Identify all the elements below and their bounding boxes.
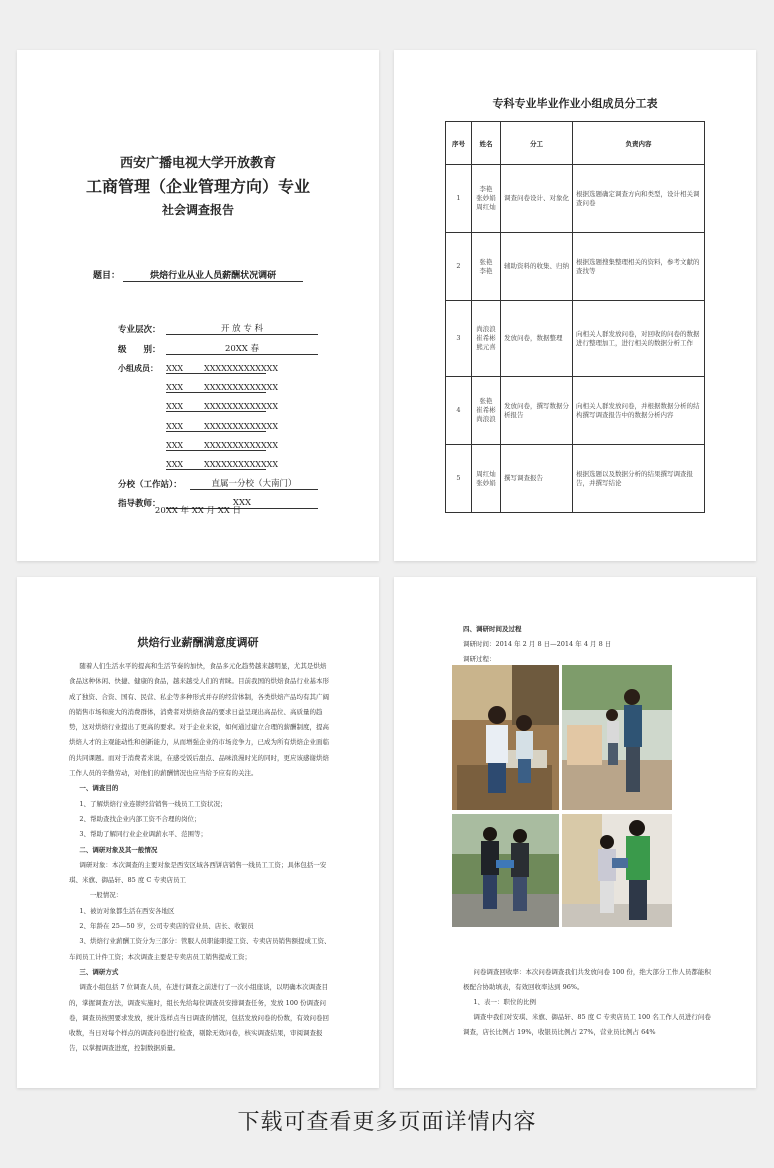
member-name: XXX <box>166 422 204 432</box>
member-row <box>118 451 318 470</box>
survey-photo <box>562 814 672 927</box>
survey-title: 烘焙行业薪酬满意度调研 <box>137 636 259 649</box>
col-header-task: 分工 <box>501 122 573 165</box>
table-row <box>446 377 705 445</box>
member-name: XXX <box>166 402 204 412</box>
section-heading: 四、调研时间及过程 <box>463 625 522 633</box>
row-content: 向相关人群发放问卷，并根据数据分析的结构撰写调查报告中的数据分析内容 <box>573 377 705 445</box>
branch-label: 分校（工作站）： <box>118 479 182 490</box>
teacher-value: XXX <box>166 498 318 509</box>
grade-label: 级 别： <box>118 344 161 355</box>
col-header-no: 序号 <box>446 122 472 165</box>
member-id: XXXXXXXXXXXXX <box>204 363 279 373</box>
members-label: 小组成员： <box>118 362 158 373</box>
col-header-name: 姓名 <box>472 122 501 165</box>
member-row <box>118 412 318 431</box>
row-task: 发放问卷，数据整理 <box>501 301 573 377</box>
table1-description: 调查中我们对安琪、米旗、御品轩、85 度 C 专卖店员工 100 名工作人员进行问卷调查，店长比例占 19%，收银员比例占 27%，营业员比例占 64% <box>463 1013 711 1036</box>
grade-row <box>118 335 318 354</box>
general-label: 一般情况： <box>89 891 123 900</box>
row-names: 张艳 李艳 <box>472 233 501 301</box>
table-row <box>446 301 705 377</box>
process-label: 调研过程： <box>463 655 496 663</box>
table-header-row <box>446 122 705 165</box>
division-title: 专科专业毕业作业小组成员分工表 <box>492 97 658 110</box>
row-no: 4 <box>446 377 472 445</box>
level-row <box>118 316 318 335</box>
table1-heading: 1、表一：职位的比例 <box>473 998 537 1006</box>
member-id: XXXXXXXXXXXXX <box>204 441 279 451</box>
table-row <box>446 165 705 233</box>
member-name: XXX <box>166 441 204 451</box>
list-item: 2、帮助查找企业内部工资不合理的岗位； <box>79 814 201 823</box>
section-heading: 一、调查目的 <box>79 784 119 793</box>
topic-label: 题目： <box>93 271 121 281</box>
cover-page <box>17 50 379 561</box>
member-id: XXXXXXXXXXXXX <box>204 421 279 431</box>
row-task: 撰写调查报告 <box>501 445 573 513</box>
survey-photo <box>452 814 559 927</box>
method-paragraph: 调查小组包括 7 位调查人员，在进行调查之前进行了一次小组座谈，以明确本次调查目的，掌握调查方法，调查实施时，组长先给每位调查员安排调查任务，发放 100 份调查问卷，调查员按照要求发放，统计选样点当日调查的情况，包括发放问卷的份数，有效问卷回收数，当日对每个样点的调查问卷进行检查，剔除无效问卷，核实调查结果，审阅调查报告，以掌握调查进度，控制数据质量。 <box>69 983 329 1053</box>
grade-value: 20XX 春 <box>166 342 318 355</box>
recovery-paragraph: 问卷调查回收率：本次问卷调查我们共发放问卷 100 份，绝大部分工作人员都能积极配合协助填表，有效回收率达到 96%。 <box>463 968 711 991</box>
member-row <box>118 393 318 412</box>
member-row <box>118 374 318 393</box>
cover-major: 工商管理（企业管理方向）专业 <box>85 177 310 196</box>
cover-date: 20XX 年 XX 月 XX 日 <box>154 506 242 516</box>
row-no: 2 <box>446 233 472 301</box>
row-task: 发放问卷，撰写数据分析报告 <box>501 377 573 445</box>
row-content: 根据选题以及数据分析的结果撰写调查报告，并撰写结论 <box>573 445 705 513</box>
row-no: 3 <box>446 301 472 377</box>
list-item: 1、被访对象都生活在西安各地区 <box>79 906 175 915</box>
col-header-content: 负责内容 <box>573 122 705 165</box>
download-prompt[interactable]: 下载可查看更多页面详情内容 <box>237 1110 537 1135</box>
member-name: XXX <box>166 460 204 470</box>
objects-paragraph: 调研对象：本次调查的主要对象是西安区域各西饼店销售一线员工工资；具体包括一安琪、米旗、御品轩、85 度 C 专卖店员工 <box>69 860 327 885</box>
row-task: 辅助资料的收集、归纳 <box>501 233 573 301</box>
member-name: XXX <box>166 364 204 374</box>
table-row <box>446 445 705 513</box>
row-content: 向相关人群发放问卷，对回收的问卷的数据进行整理加工，进行相关的数据分析工作 <box>573 301 705 377</box>
row-content: 根据选题搜集整理相关的资料，参考文献的查找等 <box>573 233 705 301</box>
branch-value: 直属一分校（大南门） <box>190 477 318 490</box>
row-names: 张艳 崔希彬 尚浪浪 <box>472 377 501 445</box>
list-item: 1、了解烘焙行业连锁经营销售一线员工工资状况； <box>79 799 227 808</box>
section-heading: 三、调研方式 <box>79 967 119 976</box>
photo-grid <box>452 665 672 927</box>
process-header <box>463 622 713 667</box>
teacher-label: 指导教师： <box>118 498 161 509</box>
member-id: XXXXXXXXXXXXX <box>204 383 279 393</box>
survey-photo <box>452 665 559 810</box>
process-footer <box>463 965 713 1040</box>
member-name: XXX <box>166 383 204 393</box>
level-value: 开 放 专 科 <box>166 322 318 335</box>
intro-paragraph: 随着人们生活水平的提高和生活节奏的加快，食品多元化趋势越来越明显，尤其是烘焙食品这种休闲、快捷、健康的食品，越来越受人们的青睐。目前我国的烘焙食品行业基本形成了独资、合资、国有、民营、私企等多种形式并存的经营体制，各类烘焙产品均有其广阔的销售市场和庞大的消费群体，消费者对烘焙食品的要求日益呈现出高品位、高质量的趋势，这对烘焙行业提出了更高的要求。对于企业来说，如何通过建立合理的薪酬制度，提高烘焙人才的主观能动性和创新能力，从而增强企业的市场竞争力，已成为所有烘焙企业面临的共同课题。而对于消费者来说，在感受饭后甜点、品味浪漫时光的同时，更应该感谢烘焙工作人员的辛勤劳动，对他们的薪酬情况也应当给予应有的关注。 <box>69 662 329 778</box>
member-row <box>118 355 318 374</box>
division-page <box>394 50 756 561</box>
survey-photo <box>562 665 672 810</box>
member-row <box>118 432 318 451</box>
survey-page <box>17 577 379 1088</box>
branch-row <box>118 470 318 489</box>
survey-body <box>69 659 331 1057</box>
table-row <box>446 233 705 301</box>
cover-report-type: 社会调查报告 <box>161 203 234 217</box>
row-task: 调查问卷设计、对象化 <box>501 165 573 233</box>
member-id: XXXXXXXXXXXXX <box>204 402 279 412</box>
topic-value: 烘焙行业从业人员薪酬状况调研 <box>123 268 303 282</box>
row-names: 李艳 张妙娟 周红灿 <box>472 165 501 233</box>
list-item: 2、年龄在 25—50 岁，公司专卖店的营业员、店长、收银员 <box>79 922 254 931</box>
list-item: 3、烘焙行业薪酬工资分为三部分：管服人员职能职提工资、专卖店员销售额提成工资、车间员工计件工资；本次调查主要是专卖店员工销售提成工资； <box>69 937 331 961</box>
member-id: XXXXXXXXXXXXX <box>204 460 279 470</box>
division-table <box>445 121 705 513</box>
list-item: 3、帮助了解同行业企业调薪水平、范围等； <box>79 830 208 839</box>
row-names: 尚浪浪 崔希彬 熊元喜 <box>472 301 501 377</box>
cover-topic <box>93 268 303 282</box>
cover-info <box>118 316 318 509</box>
row-no: 1 <box>446 165 472 233</box>
row-no: 5 <box>446 445 472 513</box>
row-names: 周红灿 张妙娟 <box>472 445 501 513</box>
section-heading: 二、调研对象及其一般情况 <box>79 845 158 854</box>
cover-school: 西安广播电视大学开放教育 <box>119 156 276 171</box>
level-label: 专业层次： <box>118 325 161 336</box>
row-content: 根据选题确定调查方向和类型，设计相关调查问卷 <box>573 165 705 233</box>
process-page <box>394 577 756 1088</box>
survey-time: 调研时间：2014 年 2 月 8 日—2014 年 4 月 8 日 <box>463 640 612 648</box>
